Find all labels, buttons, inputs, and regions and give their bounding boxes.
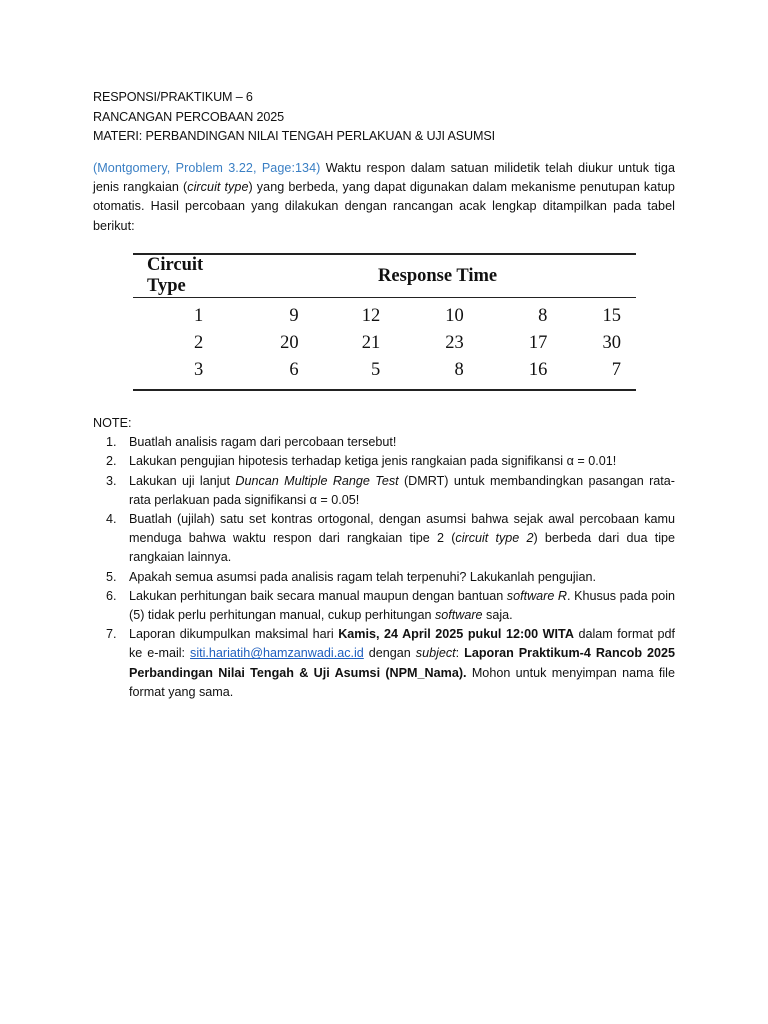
table-cell: 20: [280, 333, 299, 354]
citation: (Montgomery, Problem 3.22, Page:134): [93, 160, 321, 175]
table-cell: 7: [611, 360, 621, 381]
list-item: [93, 568, 675, 587]
list-item: [93, 472, 675, 510]
subject-text: Laporan Praktikum-4 Rancob 2025 Perbandingan Nilai Tengah & Uji Asumsi (NPM_Nama).: [129, 646, 675, 680]
header-line-2: RANCANGAN PERCOBAAN 2025: [93, 109, 284, 124]
list-item: [93, 452, 675, 471]
intro-term: circuit type: [187, 179, 249, 194]
data-table-wrapper: [133, 253, 636, 391]
note-italic: software: [434, 607, 483, 622]
table-cell: 30: [602, 333, 621, 354]
document-page: [93, 88, 675, 702]
list-item: [93, 625, 675, 702]
note-text: Lakukan pengujian hipotesis terhadap ketiga jenis rangkaian pada signifikansi α = 0.01!: [129, 454, 617, 469]
intro-text-b: ) yang berbeda, yang dapat digunakan dalam mekanisme penutupan katup otomatis. Hasil percobaan yang dilakukan dengan rancangan acak lengkap ditampilkan pada tabel berikut:: [93, 179, 675, 233]
note-italic: software R: [506, 588, 568, 603]
list-number: 3.: [106, 473, 117, 488]
note-italic: subject: [415, 646, 456, 661]
list-item: [93, 510, 675, 568]
table-header-row: [133, 254, 636, 298]
list-number: 2.: [106, 454, 117, 469]
list-number: 7.: [106, 627, 117, 642]
table-cell: 8: [538, 306, 548, 327]
header-line-1: RESPONSI/PRAKTIKUM – 6: [93, 90, 253, 104]
note-text: Lakukan perhitungan baik secara manual maupun dengan bantuan: [129, 588, 507, 603]
list-number: 4.: [106, 511, 117, 526]
table-cell: 17: [528, 333, 548, 354]
note-italic: Duncan Multiple Range Test: [235, 473, 399, 488]
note-text: Apakah semua asumsi pada analisis ragam telah terpenuhi? Lakukanlah pengujian.: [129, 569, 596, 584]
table-cell-type: 3: [193, 360, 204, 381]
list-item: [93, 587, 675, 625]
note-text: (DMRT) untuk membandingkan pasangan rata-rata perlakuan pada signifikansi α = 0.05!: [129, 473, 675, 507]
note-text: . Khusus pada poin (5) tidak perlu perhitungan manual, cukup perhitungan: [129, 588, 675, 622]
note-text: Laporan dikumpulkan maksimal hari: [129, 627, 339, 642]
note-title: NOTE:: [93, 416, 132, 431]
list-number: 6.: [106, 588, 117, 603]
intro-text-a: Waktu respon dalam satuan milidetik telah diukur untuk tiga jenis rangkaian (: [93, 160, 675, 194]
table-cell: 16: [528, 360, 548, 381]
note-text: Mohon untuk menyimpan nama file format yang sama.: [129, 665, 675, 699]
deadline-text: Kamis, 24 April 2025 pukul 12:00 WITA: [338, 627, 574, 642]
table-cell: 8: [454, 360, 464, 381]
note-text: saja.: [482, 607, 513, 622]
email-link[interactable]: siti.hariatih@hamzanwadi.ac.id: [190, 646, 364, 661]
table-cell: 9: [289, 306, 299, 327]
note-italic: circuit type 2: [455, 531, 534, 546]
table-row: [133, 330, 636, 357]
note-text: Buatlah analisis ragam dari percobaan tersebut!: [129, 435, 397, 450]
table-cell: 15: [602, 306, 621, 327]
note-text: Lakukan uji lanjut: [129, 473, 236, 488]
table-cell: 5: [370, 360, 381, 381]
col-header-circuit-type: Circuit Type: [147, 255, 204, 297]
table-cell-type: 2: [193, 333, 204, 354]
header-line-3: MATERI: PERBANDINGAN NILAI TENGAH PERLAKUAN & UJI ASUMSI: [93, 129, 495, 143]
table-cell-type: 1: [193, 306, 204, 327]
note-text: :: [455, 646, 465, 661]
table-cell: 23: [445, 333, 464, 354]
list-number: 5.: [106, 569, 117, 584]
table-cell: 6: [289, 360, 299, 381]
table-row: [133, 357, 636, 390]
table-cell: 12: [361, 306, 381, 327]
note-text: dengan: [363, 646, 416, 661]
note-text: Buatlah (ujilah) satu set kontras ortogonal, dengan asumsi bahwa sejak awal percobaan kamu menduga bahwa waktu respon dari rangkaian tipe 2 (: [129, 511, 675, 546]
table-cell: 10: [445, 306, 464, 327]
data-table: [133, 253, 636, 391]
table-row: [133, 298, 636, 331]
col-header-response-time: Response Time: [378, 265, 498, 286]
list-item: [93, 433, 675, 452]
list-number: 1.: [106, 435, 117, 450]
note-text: dalam format pdf ke e-mail:: [129, 627, 675, 661]
note-text: ) berbeda dari dua tipe rangkaian lainnya.: [129, 531, 676, 565]
notes-list: [93, 433, 675, 702]
table-cell: 21: [361, 333, 381, 354]
intro-paragraph: [93, 159, 675, 237]
